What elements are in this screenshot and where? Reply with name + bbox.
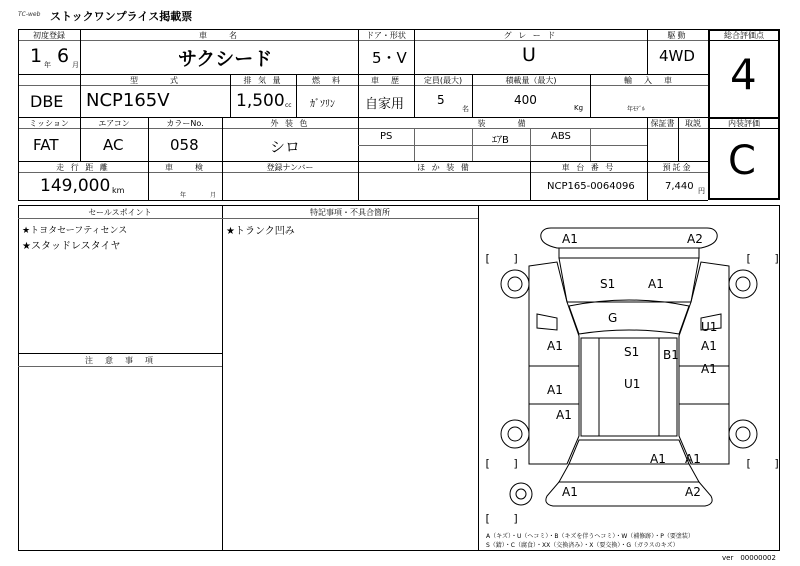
- import-label: 輸 入 車: [624, 76, 674, 85]
- model-prefix: DBE: [30, 92, 64, 111]
- car-damage-diagram: [479, 206, 779, 526]
- aircon-label: エアコン: [98, 119, 130, 128]
- exterior-color: シロ: [270, 138, 301, 156]
- damage-mark: B1: [663, 348, 679, 362]
- damage-mark: A2: [687, 232, 703, 246]
- car-name-label: 車 名: [199, 31, 239, 40]
- bracket-rear-right: [ ]: [745, 457, 781, 470]
- displacement-unit: cc: [285, 102, 292, 109]
- mileage-label: 走 行 距 離: [56, 163, 110, 172]
- chassis-no: NCP165-0064096: [547, 181, 635, 192]
- damage-mark: U1: [701, 320, 718, 334]
- price-unit: 円: [698, 187, 705, 195]
- damage-mark: A2: [685, 485, 701, 499]
- mission-label: ミッション: [29, 119, 69, 128]
- model-type-label: 型 式: [130, 76, 180, 85]
- first-reg-label: 初度登録: [33, 31, 65, 40]
- damage-mark: A1: [685, 452, 701, 466]
- grade-label: グ レ ー ド: [503, 31, 558, 40]
- capacity: 5: [437, 93, 445, 107]
- first-reg-month-unit: 月: [72, 61, 79, 69]
- damage-mark: U1: [624, 377, 641, 391]
- damage-mark: A1: [648, 277, 664, 291]
- damage-mark: A1: [701, 339, 717, 353]
- interior-score: C: [728, 138, 756, 184]
- price: 7,440: [665, 181, 694, 192]
- fuel: ｶﾞｿﾘﾝ: [310, 99, 335, 110]
- load: 400: [514, 93, 537, 107]
- price-label: 預託金: [662, 163, 693, 172]
- exterior-color-label: 外 装 色: [270, 119, 310, 128]
- sales-point-item: ★トヨタセーフティセンス: [22, 226, 128, 236]
- total-score: 4: [730, 50, 757, 99]
- manual-label: 取説: [685, 119, 701, 128]
- load-label: 積載量（最大): [505, 76, 557, 85]
- import-model-year: 年ﾓﾃﾞﾙ: [627, 106, 646, 113]
- sales-point-item: ★スタッドレスタイヤ: [22, 241, 121, 252]
- door-type-label: ドア・形状: [366, 31, 406, 40]
- load-unit: Kg: [574, 104, 584, 112]
- first-reg-year-unit: 年: [44, 61, 51, 69]
- damage-legend: A（キズ）・U（ヘコミ）・B（キズを伴うヘコミ）・W（補修跡）・P（要塗装）: [486, 533, 694, 540]
- drive: 4WD: [659, 47, 695, 65]
- color-no: 058: [170, 136, 199, 154]
- displacement-label: 排 気 量: [243, 76, 283, 85]
- interior-score-label: 内装評価: [728, 119, 760, 128]
- history: 自家用: [365, 97, 405, 112]
- equipment-label: 装 備: [477, 119, 528, 128]
- inspection-label: 車 検: [165, 163, 205, 172]
- equip-ps: PS: [380, 131, 393, 142]
- damage-mark: S1: [624, 345, 640, 359]
- damage-mark: A1: [547, 339, 563, 353]
- special-notes-label: 特記事項・不具合箇所: [310, 208, 390, 217]
- damage-mark: A1: [650, 452, 666, 466]
- model-code: NCP165V: [86, 90, 170, 111]
- damage-mark: A1: [701, 362, 717, 376]
- mileage: 149,000: [40, 176, 111, 196]
- first-reg-month: 6: [57, 45, 70, 67]
- damage-mark: G: [608, 311, 618, 325]
- total-score-label: 総合評価点: [724, 31, 764, 40]
- bracket-front-left: [ ]: [484, 252, 520, 265]
- door-type: 5・V: [372, 49, 407, 67]
- damage-mark: A1: [562, 485, 578, 499]
- damage-mark: A1: [547, 383, 563, 397]
- inspection-year-unit: 年: [180, 192, 187, 199]
- version-label: ver 00000002: [722, 554, 776, 562]
- car-name: サクシード: [178, 48, 273, 70]
- inspection-month-unit: 月: [210, 192, 217, 199]
- brand-logo: TC-web: [18, 11, 41, 18]
- sales-points-label: セールスポイント: [88, 208, 152, 217]
- first-reg-year: 1: [30, 45, 43, 67]
- damage-mark: A1: [562, 232, 578, 246]
- grade: U: [522, 44, 536, 66]
- other-equipment-label: ほ か 装 備: [417, 163, 471, 172]
- caution-label: 注 意 事 項: [85, 356, 155, 365]
- bracket-spare: [ ]: [484, 512, 520, 525]
- mission: FAT: [33, 136, 59, 154]
- document-title: ストックワンプライス掲載票: [50, 10, 193, 23]
- displacement: 1,500: [236, 91, 285, 111]
- bracket-rear-left: [ ]: [484, 457, 520, 470]
- history-label: 車 歴: [371, 76, 401, 85]
- special-note-item: ★トランク凹み: [226, 226, 295, 237]
- plate-label: 登録ナンバー: [266, 163, 314, 172]
- fuel-label: 燃 料: [312, 76, 342, 85]
- capacity-unit: 名: [462, 105, 469, 113]
- mileage-unit: km: [112, 186, 125, 195]
- capacity-label: 定員(最大): [423, 76, 463, 85]
- color-no-label: カラーNo.: [166, 119, 204, 128]
- equip-abs: ABS: [551, 131, 571, 142]
- damage-mark: S1: [600, 277, 616, 291]
- chassis-no-label: 車 台 番 号: [561, 163, 616, 172]
- bracket-front-right: [ ]: [745, 252, 781, 265]
- drive-label: 駆動: [667, 31, 688, 40]
- damage-legend: S（錆）・C（腐食）・XX（交換済み）・X（要交換）・G（ガラスのキズ）: [486, 542, 679, 549]
- warranty-label: 保証書: [650, 119, 675, 128]
- aircon: AC: [103, 136, 124, 154]
- damage-mark: A1: [556, 408, 572, 422]
- equip-airbag: ｴｱB: [492, 135, 509, 146]
